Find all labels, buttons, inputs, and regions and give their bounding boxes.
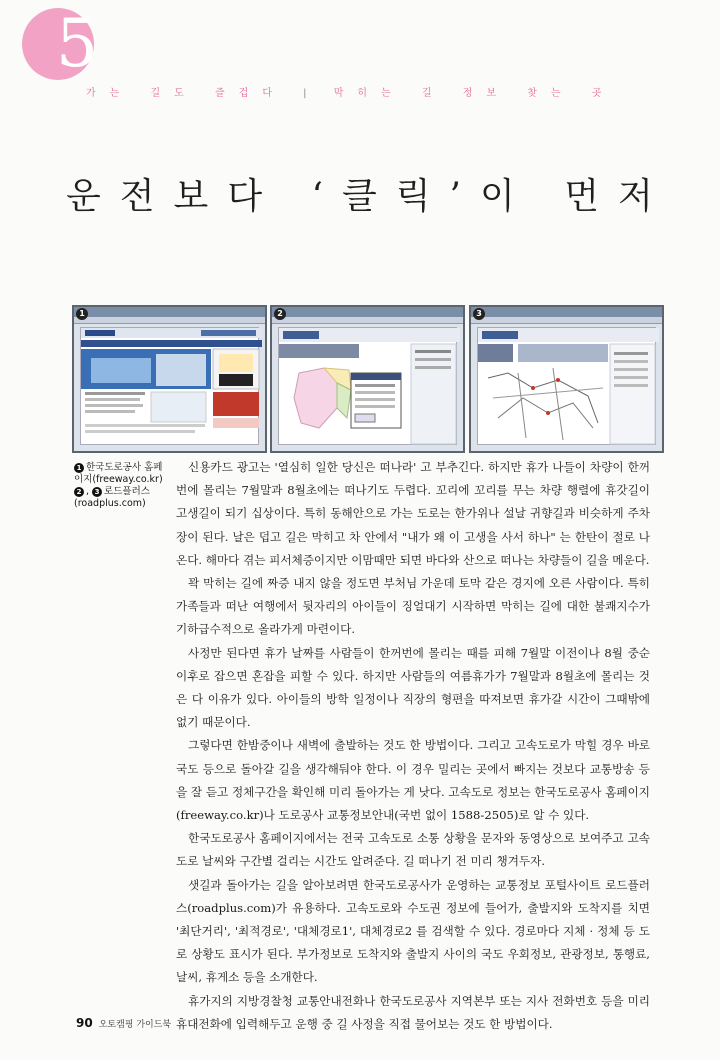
paragraph: 한국도로공사 홈페이지에서는 전국 고속도로 소통 상황을 문자와 동영상으로 보여주고 고속도로 날씨와 구간별 걸리는 시간도 알려준다. 길 떠나기 전 미리 챙겨두자. <box>176 831 650 869</box>
screenshot-roadplus-route <box>270 305 465 453</box>
screenshot-badge-2: 2 <box>274 308 286 320</box>
caption-line-1 <box>74 462 164 486</box>
caption-text-1: 한국도로공사 홈페이지(freeway.co.kr) <box>74 462 163 485</box>
paragraph: 사정만 된다면 휴가 날짜를 사람들이 한꺼번에 몰리는 때를 피해 7월말 이전이나 8월 중순 이후로 잡으면 혼잡을 피할 수 있다. 하지만 사람들의 여름휴가가 7월말과 8월초에 몰리는 것은 다 이유가 있다. 아이들의 방학 일정이나 직장의 형편을 따져보면 휴가갈 시간이 그때밖에 없기 때문이다. <box>176 645 650 730</box>
paragraph: 그렇다면 한밤중이나 새벽에 출발하는 것도 한 방법이다. 그리고 고속도로가 막힐 경우 바로 국도 등으로 돌아갈 길을 생각해둬야 한다. 이 경우 밀리는 곳에서 빠지는 것보다 교통방송 등을 잘 듣고 정체구간을 확인해 미리 돌아가는 게 낫다. 고속도로 정보는 한국도로공사 홈페이지(freeway.co.kr)나 도로공사 교통정보안내(국번 없이 1588-2505)로 알 수 있다. <box>176 738 650 823</box>
figure-caption <box>74 462 164 510</box>
screenshot-badge-1: 1 <box>76 308 88 320</box>
screenshot-freeway <box>72 305 267 453</box>
chapter-number: 5 <box>56 5 98 82</box>
roadplus-map-image <box>478 328 659 448</box>
paragraph: 신용카드 광고는 '열심히 일한 당신은 떠나라' 고 부추긴다. 하지만 휴가 나들이 차량이 한꺼번에 몰리는 7월말과 8월초에는 떠나기도 두렵다. 꼬리에 꼬리를 무는 차량 행렬에 휴갓길이 고생길이 되기 십상이다. 특히 동해안으로 가는 도로는 한가위나 설날 귀향길과 비슷하게 주차장이 된다. 날은 덥고 길은 막히고 차 안에서 "내가 왜 이 고생을 사서 하나" 는 한탄이 절로 나온다. 해마다 겪는 피서체증이지만 이맘때만 되면 바다와 산으로 떠나는 차량들이 길을 메운다. <box>176 460 650 567</box>
caption-line-2: 2 , 3 로드플러스(roadplus.com) <box>74 486 150 509</box>
header-right: 막히는 길 정보 찾는 곳 <box>333 88 616 99</box>
header-separator: | <box>303 88 313 99</box>
section-header <box>86 84 615 99</box>
article-body <box>176 456 650 1036</box>
page-footer <box>76 1016 171 1030</box>
freeway-homepage-image <box>81 328 262 448</box>
page-title: 운전보다 ‘클릭’이 먼저 <box>66 176 672 217</box>
book-title: 오토캠핑 가이드북 <box>98 1020 172 1030</box>
paragraph: 샛길과 돌아가는 길을 알아보려면 한국도로공사가 운영하는 교통정보 포털사이트 로드플러스(roadplus.com)가 유용하다. 고속도로와 수도권 정보에 들어가, 출발지와 도착지를 치면 '최단거리', '최적경로', '대체경로1', 대체경로2 를 검색할 수 있다. 경로마다 지체 · 정체 등 도로 상황도 표시가 된다. 부가정보로 도착지와 출발지 사이의 국도 우회정보, 관광정보, 통행료, 날씨, 휴게소 등을 소개한다. <box>176 877 650 985</box>
screenshot-roadplus-map <box>469 305 664 453</box>
screenshot-badge-3: 3 <box>473 308 485 320</box>
page-number: 90 <box>76 1016 93 1030</box>
caption-badge-3: 3 <box>92 487 102 497</box>
header-left: 가는 길도 즐겁다 <box>86 88 286 99</box>
caption-badge-1: 1 <box>74 463 84 473</box>
paragraph: 꽉 막히는 길에 짜증 내지 않을 정도면 부처님 가운데 토막 같은 경지에 오른 사람이다. 특히 가족들과 떠난 여행에서 뒷자리의 아이들이 징얼대기 시작하면 막히는 길에 대한 불쾌지수가 기하급수적으로 올라가게 마련이다. <box>176 576 650 637</box>
roadplus-route-image <box>279 328 460 448</box>
caption-badge-2: 2 <box>74 487 84 497</box>
caption-text-2: 로드플러스(roadplus.com) <box>74 486 150 509</box>
paragraph: 휴가지의 지방경찰청 교통안내전화나 한국도로공사 지역본부 또는 지사 전화번호 등을 미리 휴대전화에 입력해두고 운행 중 길 사정을 직접 물어보는 것도 한 방법이다. <box>176 993 650 1031</box>
